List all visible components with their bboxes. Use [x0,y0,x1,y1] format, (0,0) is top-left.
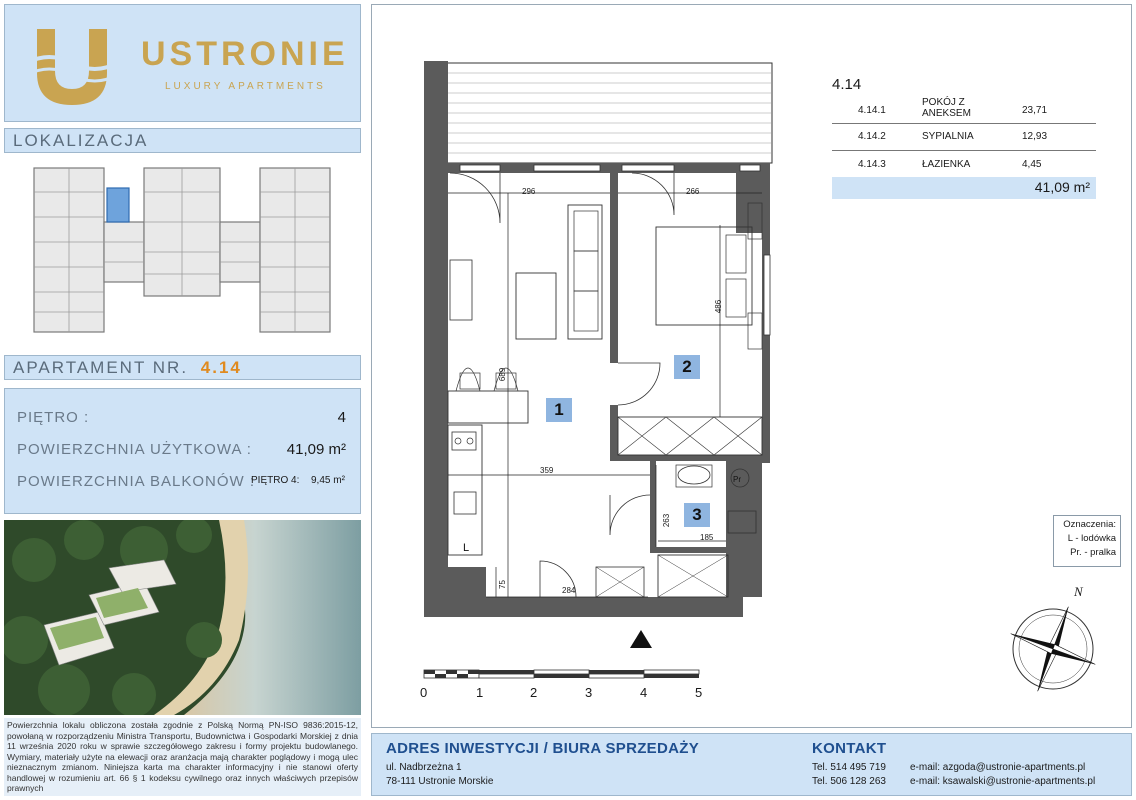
building-location-map [30,162,340,338]
room-id: 4.14.3 [858,159,886,170]
area-value: 41,09 m² [286,441,346,458]
brand-tagline: LUXURY APARTMENTS [165,81,326,92]
scale-tick-1: 1 [476,685,484,700]
address-title: ADRES INWESTYCJI / BIURA SPRZEDAŻY [386,740,700,757]
floor-plan [410,55,790,625]
room-name: ŁAZIENKA [922,159,971,170]
room-area: 12,93 [1022,131,1048,142]
washer-symbol: Pr [733,475,741,484]
dim-689: 689 [498,367,508,382]
table-row [832,150,1096,177]
dim-75: 75 [497,580,507,589]
contact-title: KONTAKT [812,740,887,757]
dim-284: 284 [562,586,576,595]
contact-phone-2: Tel. 506 128 263 [812,776,886,787]
dim-296: 296 [522,187,536,196]
footer [371,733,1132,796]
logo-mark [27,23,117,109]
dim-263: 263 [662,513,672,528]
total-area: 41,09 m² [1034,179,1090,195]
dim-359: 359 [540,466,554,475]
apartment-header [4,355,361,380]
legend-washer: Pr. - pralka [1070,547,1116,558]
address-line-2: 78-111 Ustronie Morskie [386,776,494,787]
bed [656,227,752,325]
legend-title: Oznaczenia: [1063,519,1116,530]
room-area: 4,45 [1022,159,1042,170]
balcony-floor: PIĘTRO 4: [251,475,300,486]
legend [1053,515,1121,567]
room-label-3: 3 [684,503,710,527]
room-label-2: 2 [674,355,700,379]
dim-266: 266 [686,187,700,196]
room-area: 23,71 [1022,105,1048,116]
address-line-1: ul. Nadbrzeżna 1 [386,762,462,773]
room-id: 4.14.2 [858,131,886,142]
kitchen-counter [448,425,482,555]
scale-bar [420,666,710,682]
room-label-1: 1 [546,398,572,422]
scale-tick-0: 0 [420,685,428,700]
floor-label: PIĘTRO : [17,409,90,426]
legend-fridge: L - lodówka [1067,533,1116,544]
room-name: POKÓJ Z ANEKSEM [922,97,971,119]
total-area-bar [832,177,1096,199]
brand-name: USTRONIE [141,35,349,73]
apartment-label: APARTAMENT NR. [13,358,189,377]
balcony-value: 9,45 m² [311,475,345,486]
dim-486: 486 [714,299,724,314]
fridge-symbol: L [463,542,470,554]
scale-tick-3: 3 [585,685,593,700]
floor-value: 4 [337,409,346,426]
scale-tick-4: 4 [640,685,648,700]
scale-tick-2: 2 [530,685,538,700]
apartment-number: 4.14 [200,358,242,377]
contact-email-1[interactable]: e-mail: azgoda@ustronie-apartments.pl [910,762,1086,773]
contact-email-2[interactable]: e-mail: ksawalski@ustronie-apartments.pl [910,776,1096,787]
details-panel [4,388,361,514]
contact-phone-1: Tel. 514 495 719 [812,762,886,773]
dim-185: 185 [700,533,714,542]
entrance-arrow-icon [628,628,654,650]
area-label: POWIERZCHNIA UŻYTKOWA : [17,441,252,458]
table-row [832,123,1096,151]
rooms-table-unit: 4.14 [832,76,862,93]
scale-tick-5: 5 [695,685,703,700]
compass-north-label: N [1074,584,1083,599]
highlighted-apartment [107,188,129,222]
logo-panel [4,4,361,122]
location-title: LOKALIZACJA [4,128,361,153]
balcony-label: POWIERZCHNIA BALKONÓW : [17,473,256,490]
table-row [832,96,1096,124]
legal-note: Powierzchnia lokalu obliczona została zgodnie z Polską Normą PN-ISO 9836:2015-12, powołaną w rozporządzeniu Ministra Transportu, Budownictwa i Gospodarki Morskiej z dnia 11 września 2020 roku w sprawie szczegółowego zakresu i formy projektu budowlanego. Wymiary, materiały użyte na elewacji oraz aranżacja mają charakter poglądowy i mogą ulec nieznacznym zmianom. Niniejsza karta ma charakter informacyjny i nie stanowi oferty handlowej w rozumieniu art. 66 § 1 kodeksu cywilnego oraz innych właściwych przepisów prawnych [4,718,361,796]
aerial-rendering [4,520,361,715]
compass-icon [1000,592,1106,698]
room-name: SYPIALNIA [922,131,974,142]
room-id: 4.14.1 [858,105,886,116]
